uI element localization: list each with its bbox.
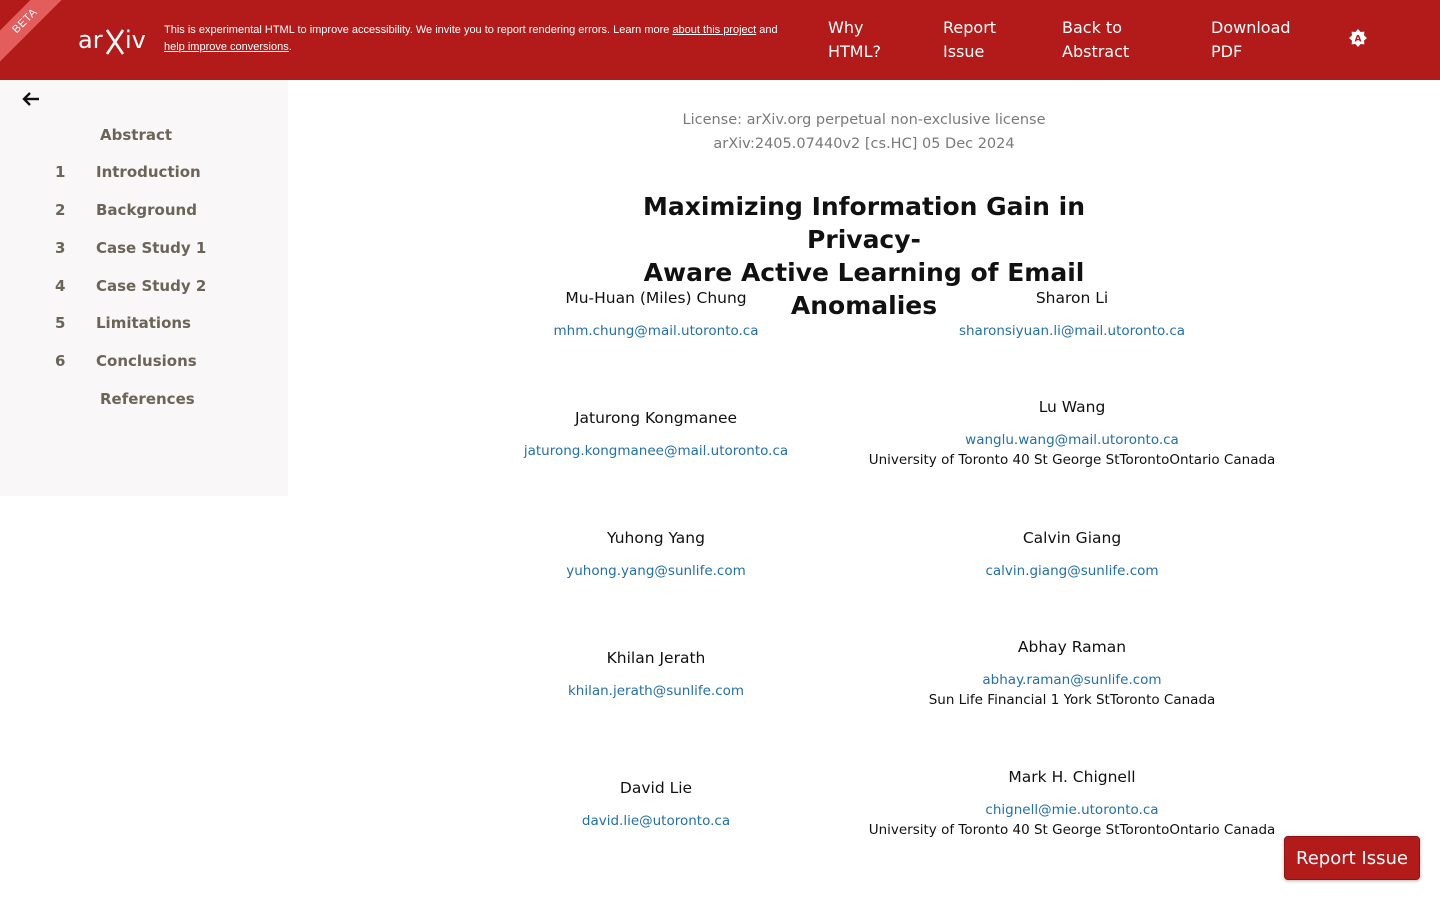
nav-download-pdf[interactable]	[1211, 16, 1291, 64]
nav-report-issue-line2: Issue	[943, 42, 985, 61]
toc-label: Case Study 2	[96, 277, 207, 295]
author-email[interactable]: mhm.chung@mail.utoronto.ca	[553, 323, 759, 339]
toc-label: Case Study 1	[96, 239, 207, 257]
author-block	[862, 396, 1282, 471]
nav-download-line2: PDF	[1211, 42, 1243, 61]
author-block	[862, 287, 1282, 340]
arxiv-logo[interactable]	[78, 24, 152, 58]
help-conversions-link[interactable]: help improve conversions	[164, 41, 289, 53]
table-of-contents	[0, 80, 288, 496]
notice-and: and	[756, 24, 778, 36]
author-block	[446, 407, 866, 460]
author-block	[862, 766, 1282, 841]
toc-item-conclusions[interactable]	[0, 352, 288, 376]
toc-label: Limitations	[96, 314, 191, 332]
toc-label: Abstract	[100, 126, 173, 144]
author-affiliation: Sun Life Financial 1 York StToronto Canada	[928, 692, 1216, 708]
author-email[interactable]: jaturong.kongmanee@mail.utoronto.ca	[523, 443, 789, 459]
paper-title-line1: Maximizing Information Gain in Privacy-	[642, 192, 1085, 254]
paper-title-line2: Aware Active Learning of Email Anomalies	[643, 258, 1085, 320]
arrow-left-icon[interactable]	[20, 90, 42, 108]
toc-item-case-study-1[interactable]	[0, 239, 288, 263]
toc-label: References	[100, 390, 195, 408]
toc-item-introduction[interactable]	[0, 163, 288, 187]
author-block	[862, 527, 1282, 580]
notice-end: .	[288, 41, 292, 53]
notice-text: This is experimental HTML to improve accessibility. We invite you to report rendering errors. Learn more	[164, 24, 673, 36]
author-block	[862, 636, 1282, 711]
nav-why-html-line2: HTML?	[828, 42, 882, 61]
toc-number: 2	[55, 201, 66, 219]
toc-number: 5	[55, 314, 66, 332]
beta-ribbon: BETA	[0, 0, 72, 68]
toc-number: 1	[55, 163, 66, 181]
author-email[interactable]: khilan.jerath@sunlife.com	[567, 683, 745, 699]
author-email[interactable]: sharonsiyuan.li@mail.utoronto.ca	[958, 323, 1186, 339]
toc-item-references[interactable]	[0, 390, 288, 414]
svg-text:iv: iv	[125, 26, 146, 54]
nav-report-issue[interactable]	[943, 16, 996, 64]
nav-back-line1: Back to	[1062, 18, 1122, 37]
theme-toggle-icon[interactable]	[1348, 28, 1368, 48]
experimental-notice	[164, 22, 814, 56]
toc-item-case-study-2[interactable]	[0, 277, 288, 301]
nav-report-issue-line1: Report	[943, 18, 997, 37]
toc-item-limitations[interactable]	[0, 314, 288, 338]
nav-why-html[interactable]	[828, 16, 881, 64]
svg-text:ar: ar	[78, 26, 103, 54]
toc-label: Conclusions	[96, 352, 197, 370]
svg-text:A: A	[1354, 34, 1362, 45]
nav-download-line1: Download	[1211, 18, 1291, 37]
author-name: Yuhong Yang	[607, 529, 705, 547]
author-name: Lu Wang	[1038, 398, 1106, 416]
author-name: Sharon Li	[1035, 289, 1109, 307]
author-email[interactable]: calvin.giang@sunlife.com	[985, 563, 1159, 579]
author-block	[446, 647, 866, 700]
about-project-link[interactable]: about this project	[672, 24, 757, 36]
author-block	[446, 287, 866, 340]
author-affiliation: University of Toronto 40 St George StTorontoOntario Canada	[868, 822, 1276, 838]
author-email[interactable]: wanglu.wang@mail.utoronto.ca	[965, 432, 1179, 448]
arxiv-id: arXiv:2405.07440v2 [cs.HC] 05 Dec 2024	[713, 136, 1015, 152]
author-name: David Lie	[619, 779, 693, 797]
author-email[interactable]: david.lie@utoronto.ca	[581, 813, 731, 829]
author-block	[446, 777, 866, 830]
toc-number: 6	[55, 352, 66, 370]
toc-label: Background	[96, 201, 197, 219]
author-name: Mu-Huan (Miles) Chung	[565, 289, 747, 307]
toc-number: 3	[55, 239, 66, 257]
toc-item-background[interactable]	[0, 201, 288, 225]
nav-back-to-abstract[interactable]	[1062, 16, 1129, 64]
nav-back-line2: Abstract	[1062, 42, 1130, 61]
author-name: Khilan Jerath	[606, 649, 706, 667]
license-text: License: arXiv.org perpetual non-exclusive license	[682, 112, 1046, 128]
author-block	[446, 527, 866, 580]
author-email[interactable]: chignell@mie.utoronto.ca	[985, 802, 1159, 818]
author-email[interactable]: abhay.raman@sunlife.com	[982, 672, 1162, 688]
author-name: Abhay Raman	[1017, 638, 1127, 656]
nav-why-html-line1: Why	[828, 18, 864, 37]
top-banner	[0, 0, 1440, 80]
author-affiliation: University of Toronto 40 St George StTorontoOntario Canada	[868, 452, 1276, 468]
toc-item-abstract[interactable]	[0, 126, 288, 150]
report-issue-button[interactable]: Report Issue	[1284, 836, 1420, 880]
author-name: Mark H. Chignell	[1008, 768, 1136, 786]
author-name: Calvin Giang	[1022, 529, 1122, 547]
author-name: Jaturong Kongmanee	[574, 409, 738, 427]
author-email[interactable]: yuhong.yang@sunlife.com	[566, 563, 746, 579]
toc-number: 4	[55, 277, 66, 295]
toc-label: Introduction	[96, 163, 201, 181]
